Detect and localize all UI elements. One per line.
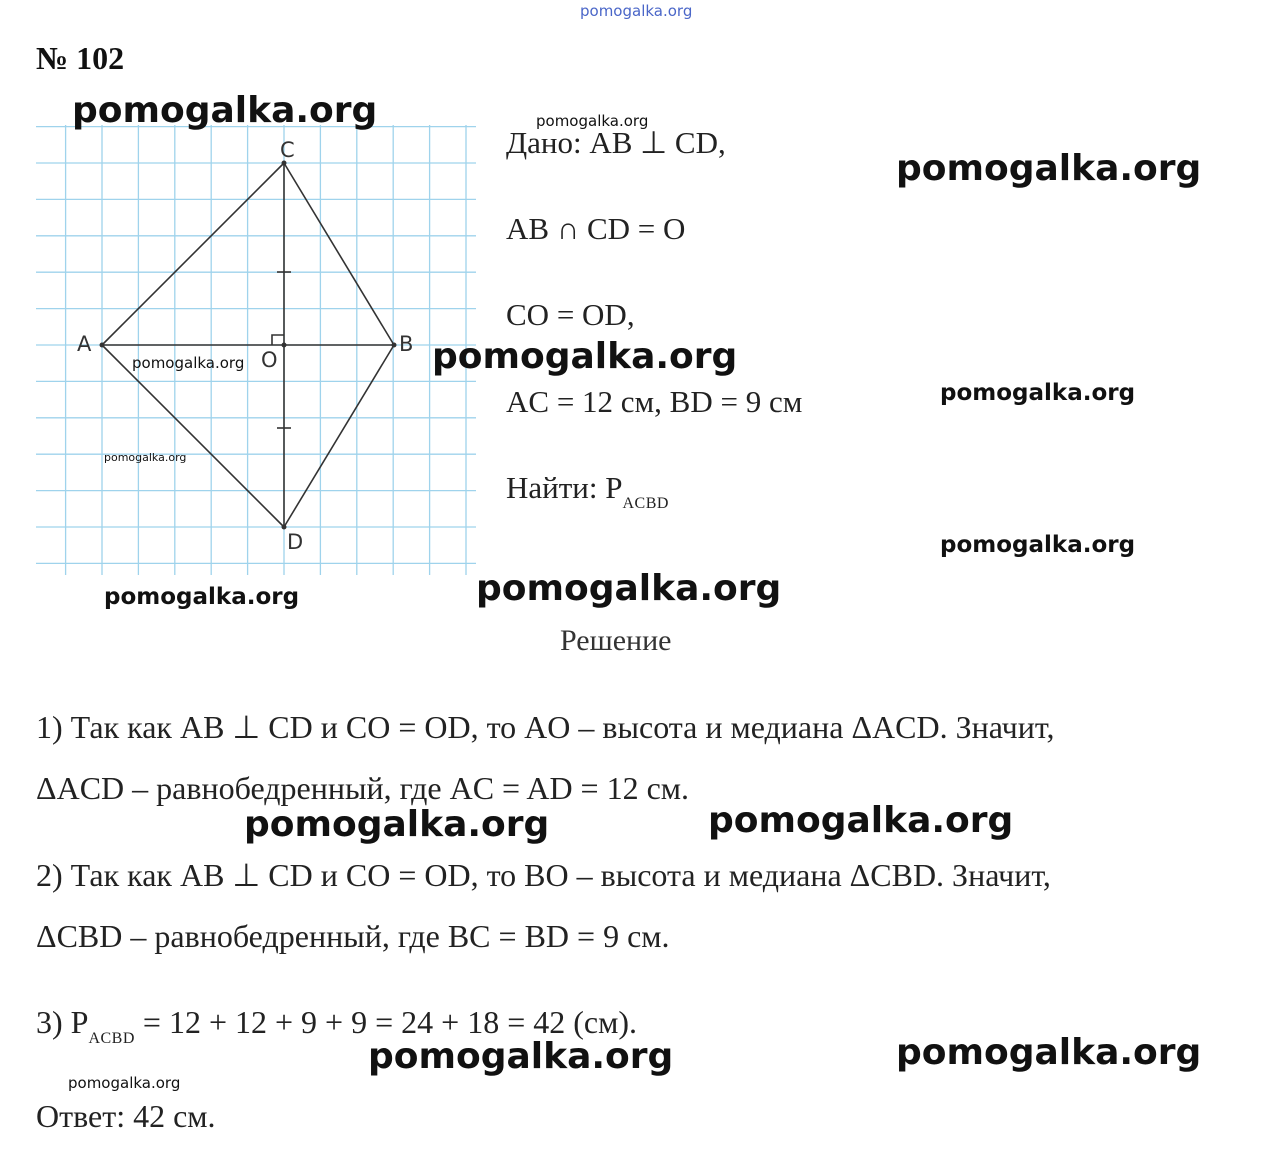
point-a — [100, 343, 105, 348]
given-line-2: AB ∩ CD = O — [506, 211, 686, 246]
step3-rest: = 12 + 12 + 9 + 9 = 24 + 18 = 42 (см). — [134, 1004, 637, 1040]
find-subscript: ACBD — [622, 495, 669, 512]
given-line-4: AC = 12 см, BD = 9 см — [506, 384, 803, 419]
solution-heading: Решение — [560, 624, 672, 657]
watermark-top: pomogalka.org — [580, 2, 693, 20]
watermark: pomogalka.org — [476, 568, 782, 609]
watermark: pomogalka.org — [68, 1074, 181, 1092]
watermark: pomogalka.org — [104, 451, 187, 464]
point-b — [392, 343, 397, 348]
label-b: B — [399, 332, 414, 356]
point-o — [282, 343, 287, 348]
label-d: D — [287, 530, 304, 554]
step3-subscript: ACBD — [88, 1030, 135, 1047]
watermark: pomogalka.org — [536, 112, 649, 130]
watermark: pomogalka.org — [104, 584, 300, 610]
watermark: pomogalka.org — [896, 1032, 1202, 1073]
step1-line2: ΔACD – равнобедренный, где AC = AD = 12 см. — [36, 770, 690, 806]
label-a: A — [77, 332, 92, 356]
step1-line1: 1) Так как AB ⊥ CD и CO = OD, то AO – высота и медиана ΔACD. Значит, — [36, 709, 1055, 745]
label-o: O — [261, 348, 278, 372]
side-da — [102, 345, 284, 527]
step2-line1: 2) Так как AB ⊥ CD и CO = OD, то BO – высота и медиана ΔCBD. Значит, — [36, 857, 1051, 893]
watermark: pomogalka.org — [896, 148, 1202, 189]
given-line-1: Дано: AB ⊥ CD, — [506, 125, 726, 160]
watermark: pomogalka.org — [432, 336, 738, 377]
label-c: C — [280, 138, 295, 162]
watermark: pomogalka.org — [72, 90, 378, 131]
side-ac — [102, 163, 284, 345]
watermark: pomogalka.org — [940, 532, 1136, 558]
step2-line2: ΔCBD – равнобедренный, где BC = BD = 9 см. — [36, 918, 670, 954]
watermark: pomogalka.org — [940, 380, 1136, 406]
answer-line: Ответ: 42 см. — [36, 1098, 216, 1134]
geometry-figure — [36, 125, 476, 575]
given-line-3: CO = OD, — [506, 297, 635, 332]
step3-prefix: 3) P — [36, 1004, 89, 1040]
problem-number: № 102 — [36, 40, 125, 76]
point-d — [282, 525, 287, 530]
watermark: pomogalka.org — [244, 804, 550, 845]
find-line — [506, 470, 669, 513]
side-bd — [284, 345, 394, 527]
find-label: Найти: P — [506, 470, 623, 505]
watermark: pomogalka.org — [368, 1036, 674, 1077]
watermark: pomogalka.org — [708, 800, 1014, 841]
side-cb — [284, 163, 394, 345]
watermark: pomogalka.org — [132, 354, 245, 372]
